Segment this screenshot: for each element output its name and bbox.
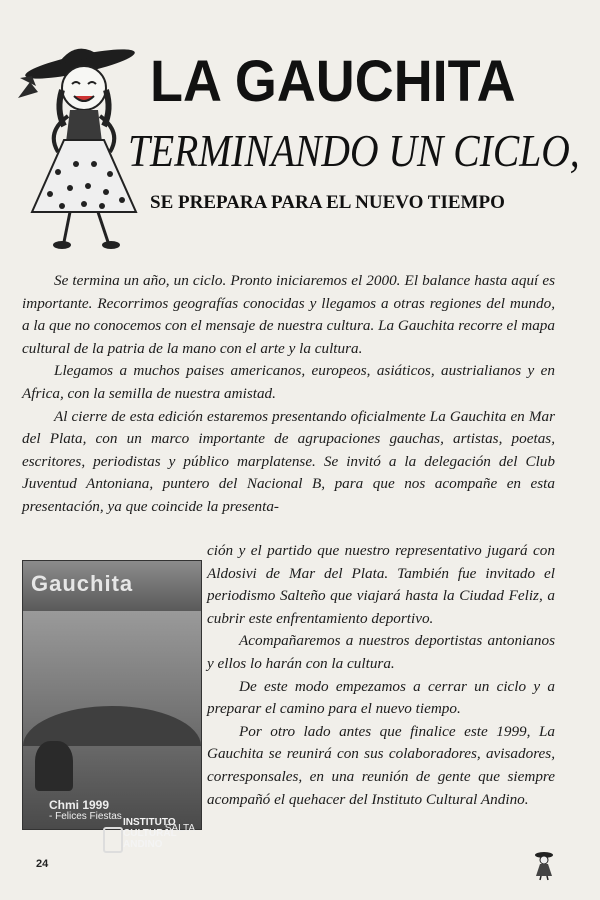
article-paragraph: De este modo empezamos a cerrar un ciclo y a preparar el camino para el nuevo tiempo.: [207, 677, 555, 718]
article-body: [22, 270, 555, 519]
article-body-wrapped: [207, 540, 555, 811]
card-hills: [23, 706, 201, 746]
article-paragraph: Al cierre de esta edición estaremos presentando oficialmente La Gauchita en Mar del Plata, con un marco importante de agrupaciones gauchas, artistas, poetas, escritores, periodistas y público marplatense. Se invitó a la delegación del Club Juventud Antoniana, puntero del Nacional B, para que nos acompañe en esta presentación, ya que coincide la presenta-: [22, 407, 555, 515]
card-greeting-year: Chmi 1999: [49, 798, 110, 812]
card-banner-text: Gauchita: [31, 571, 134, 596]
article-headline: TERMINANDO UN CICLO,: [128, 125, 580, 176]
magazine-title: LA GAUCHITA: [150, 49, 516, 114]
card-figure: [35, 741, 73, 791]
gauchita-mini-icon: [534, 850, 554, 880]
greeting-card-photo: [22, 560, 202, 850]
logo-line: CULTURAL: [123, 828, 177, 839]
card-banner: [23, 561, 201, 611]
card-landscape: [23, 611, 201, 850]
article-paragraph: Por otro lado antes que finalice este 1999, La Gauchita se reunirá con sus colaboradores, avisadores, corresponsales, en una reunión de gente que siempre acompañó el quehacer del Instituto Cultural Andino.: [207, 722, 555, 808]
page-number: 24: [36, 858, 49, 870]
article-paragraph: Se termina un año, un ciclo. Pronto iniciaremos el 2000. El balance hasta aquí es importante. Recorrimos geografías conocidas y llegamos a otras regiones del mundo, a la que no conocemos con el mensaje de nuestra cultura. La Gauchita recorre el mapa cultural de la patria de la mano con el arte y la cultura.: [22, 272, 555, 357]
article-paragraph: Acompañaremos a nuestros deportistas antonianos y ellos lo harán con la cultura.: [207, 632, 555, 672]
logo-line: INSTITUTO: [123, 817, 176, 828]
institute-emblem-icon: [103, 827, 123, 853]
card-greeting-wish: - Felices Fiestas: [49, 811, 122, 822]
article-paragraph: ción y el partido que nuestro representativo jugará con Aldosivi de Mar del Plata. También fue invitado el periodismo Salteño que viajará hasta la Ciudad Feliz, a cubrir este enfrentamiento deportivo.: [207, 542, 555, 627]
card-greeting-place: SALTA: [164, 823, 195, 834]
logo-line: ANDINO: [123, 839, 163, 850]
article-subheadline: SE PREPARA PARA EL NUEVO TIEMPO: [150, 192, 505, 213]
article-paragraph: Llegamos a muchos paises americanos, europeos, asiáticos, austrialianos y en Africa, con la semilla de nuestra amistad.: [22, 362, 555, 402]
institute-logo: [123, 817, 199, 873]
